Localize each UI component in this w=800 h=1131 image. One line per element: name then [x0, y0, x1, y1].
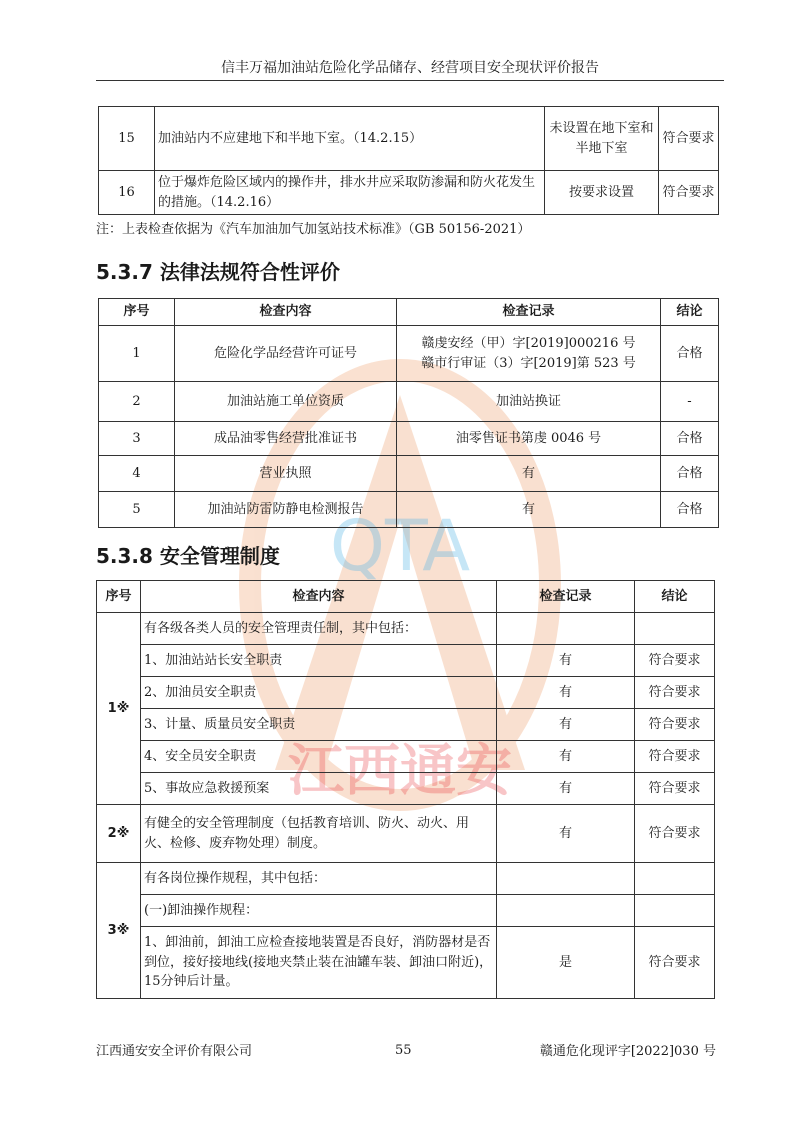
section-heading-5-3-7: 5.3.7 法律法规符合性评价 — [96, 260, 340, 284]
record-line: 赣市行审证（3）字[2019]第 523 号 — [421, 355, 636, 371]
checklist-table-continued — [98, 106, 719, 215]
row-content: 有健全的安全管理制度（包括教育培训、防火、动火、用火、检修、废弃物处理）制度。 — [141, 805, 497, 863]
row-number: 3※ — [97, 863, 141, 999]
table-row — [97, 895, 715, 927]
row-result: 符合要求 — [635, 773, 715, 805]
row-content: 加油站施工单位资质 — [175, 382, 397, 422]
header-record: 检查记录 — [497, 581, 635, 613]
header-result: 结论 — [661, 299, 719, 326]
row-number: 3 — [99, 422, 175, 456]
row-content: 有各级各类人员的安全管理责任制，其中包括： — [141, 613, 497, 645]
row-record: 是 — [497, 927, 635, 999]
table-row — [99, 107, 719, 171]
header-content: 检查内容 — [141, 581, 497, 613]
watermark-main-text: 江西通安 — [288, 739, 512, 804]
row-result — [635, 863, 715, 895]
row-number: 15 — [99, 107, 155, 171]
row-result: 符合要求 — [635, 645, 715, 677]
row-result: 符合要求 — [659, 171, 719, 215]
row-content: 5、事故应急救援预案 — [141, 773, 497, 805]
row-result: 符合要求 — [635, 741, 715, 773]
row-content: 位于爆炸危险区域内的操作井，排水井应采取防渗漏和防火花发生的措施。（14.2.16） — [155, 171, 545, 215]
row-content: 2、加油员安全职责 — [141, 677, 497, 709]
table-header-row — [97, 581, 715, 613]
row-record: 有 — [497, 741, 635, 773]
row-result: 合格 — [661, 456, 719, 492]
row-number: 2 — [99, 382, 175, 422]
table-row — [99, 326, 719, 382]
row-record: 有 — [497, 773, 635, 805]
row-result: 符合要求 — [635, 927, 715, 999]
row-record: 有 — [497, 805, 635, 863]
header-record: 检查记录 — [397, 299, 661, 326]
table-row — [97, 677, 715, 709]
safety-management-table — [96, 580, 715, 999]
row-record — [497, 895, 635, 927]
header-content: 检查内容 — [175, 299, 397, 326]
footer-page-number: 55 — [395, 1043, 412, 1058]
header-no: 序号 — [97, 581, 141, 613]
row-content: 1、加油站站长安全职责 — [141, 645, 497, 677]
row-record: 有 — [497, 709, 635, 741]
row-content: (一)卸油操作规程： — [141, 895, 497, 927]
table-row — [99, 422, 719, 456]
table-row — [97, 709, 715, 741]
row-content: 加油站防雷防静电检测报告 — [175, 492, 397, 528]
header-no: 序号 — [99, 299, 175, 326]
row-result: 符合要求 — [659, 107, 719, 171]
table-header-row — [99, 299, 719, 326]
table-row — [99, 456, 719, 492]
row-record: 有 — [497, 645, 635, 677]
row-content: 4、安全员安全职责 — [141, 741, 497, 773]
row-content: 3、计量、质量员安全职责 — [141, 709, 497, 741]
row-number: 4 — [99, 456, 175, 492]
table-row — [97, 927, 715, 999]
table-row — [97, 741, 715, 773]
row-content: 1、卸油前，卸油工应检查接地装置是否良好，消防器材是否到位，接好接地线(接地夹禁止装在油罐车装、卸油口附近)，15分钟后计量。 — [141, 927, 497, 999]
footer-company: 江西通安安全评价有限公司 — [96, 1044, 253, 1059]
table-row — [97, 805, 715, 863]
row-record — [397, 326, 661, 382]
header-result: 结论 — [635, 581, 715, 613]
row-record: 油零售证书第虔 0046 号 — [397, 422, 661, 456]
row-number: 2※ — [97, 805, 141, 863]
row-result: 符合要求 — [635, 709, 715, 741]
row-content: 营业执照 — [175, 456, 397, 492]
row-record: 加油站换证 — [397, 382, 661, 422]
row-result: 合格 — [661, 492, 719, 528]
row-result: 合格 — [661, 326, 719, 382]
table-row — [97, 645, 715, 677]
row-content: 加油站内不应建地下和半地下室。（14.2.15） — [155, 107, 545, 171]
row-record: 有 — [497, 677, 635, 709]
record-line: 赣虔安经（甲）字[2019]000216 号 — [421, 336, 636, 351]
row-content: 危险化学品经营许可证号 — [175, 326, 397, 382]
row-record: 有 — [397, 456, 661, 492]
row-record: 有 — [397, 492, 661, 528]
row-number: 16 — [99, 171, 155, 215]
row-result: 合格 — [661, 422, 719, 456]
page-header-title: 信丰万福加油站危险化学品储存、经营项目安全现状评价报告 — [221, 60, 599, 76]
footer-doc-number: 赣通危化现评字[2022]030 号 — [539, 1044, 716, 1059]
row-number: 5 — [99, 492, 175, 528]
watermark-letters: QTA — [329, 505, 471, 587]
row-result: - — [661, 382, 719, 422]
section-heading-5-3-8: 5.3.8 安全管理制度 — [96, 544, 280, 568]
table-row — [99, 492, 719, 528]
row-content: 有各岗位操作规程，其中包括： — [141, 863, 497, 895]
row-result — [635, 895, 715, 927]
header-divider — [96, 80, 724, 81]
row-number: 1 — [99, 326, 175, 382]
row-record: 未设置在地下室和半地下室 — [545, 107, 659, 171]
table-row — [99, 382, 719, 422]
row-record: 按要求设置 — [545, 171, 659, 215]
table-row — [97, 773, 715, 805]
table-row — [97, 863, 715, 895]
row-number: 1※ — [97, 613, 141, 805]
row-record — [497, 613, 635, 645]
table-row — [97, 613, 715, 645]
legal-compliance-table — [98, 298, 719, 528]
table-row — [99, 171, 719, 215]
row-record — [497, 863, 635, 895]
table-note: 注：上表检查依据为《汽车加油加气加氢站技术标准》（GB 50156-2021） — [96, 222, 531, 237]
row-result — [635, 613, 715, 645]
row-content: 成品油零售经营批准证书 — [175, 422, 397, 456]
row-result: 符合要求 — [635, 805, 715, 863]
row-result: 符合要求 — [635, 677, 715, 709]
